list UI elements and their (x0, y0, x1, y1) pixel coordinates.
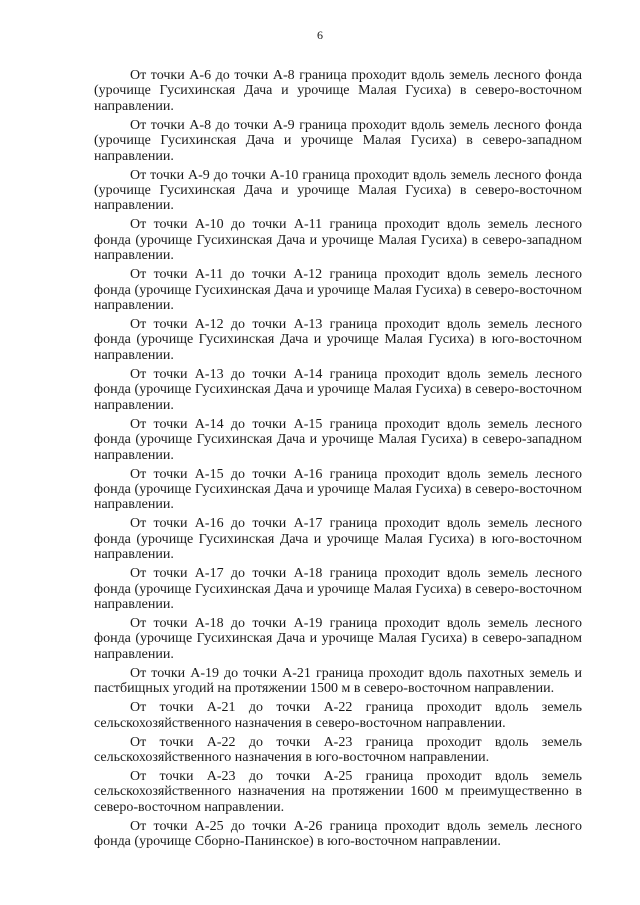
paragraph: От точки А-14 до точки А-15 граница проходит вдоль земель лесного фонда (урочище Гусихинская Дача и урочище Малая Гусиха) в северо-западном направлении. (94, 416, 582, 463)
paragraph: От точки А-9 до точки А-10 граница проходит вдоль земель лесного фонда (урочище Гусихинская Дача и урочище Малая Гусиха) в северо-восточном направлении. (94, 167, 582, 214)
paragraph: От точки А-6 до точки А-8 граница проходит вдоль земель лесного фонда (урочище Гусихинская Дача и урочище Малая Гусиха) в северо-восточном направлении. (94, 68, 582, 114)
paragraph: От точки А-10 до точки А-11 граница проходит вдоль земель лесного фонда (урочище Гусихинская Дача и урочище Малая Гусиха) в северо-западном направлении. (94, 217, 582, 264)
paragraph: От точки А-16 до точки А-17 граница проходит вдоль земель лесного фонда (урочище Гусихинская Дача и урочище Малая Гусиха) в юго-восточном направлении. (94, 516, 582, 563)
paragraph: От точки А-15 до точки А-16 граница проходит вдоль земель лесного фонда (урочище Гусихинская Дача и урочище Малая Гусиха) в северо-восточном направлении. (94, 466, 582, 513)
paragraph: От точки А-22 до точки А-23 граница проходит вдоль земель сельскохозяйственного назначения в юго-восточном направлении. (94, 734, 582, 765)
paragraph: От точки А-13 до точки А-14 граница проходит вдоль земель лесного фонда (урочище Гусихинская Дача и урочище Малая Гусиха) в северо-восточном направлении. (94, 366, 582, 413)
paragraph: От точки А-25 до точки А-26 граница проходит вдоль земель лесного фонда (урочище Сборно-Панинское) в юго-восточном направлении. (94, 818, 582, 850)
paragraph: От точки А-18 до точки А-19 граница проходит вдоль земель лесного фонда (урочище Гусихинская Дача и урочище Малая Гусиха) в северо-западном направлении. (94, 615, 582, 662)
paragraph: От точки А-19 до точки А-21 граница проходит вдоль пахотных земель и пастбищных угодий на протяжении 1500 м в северо-восточном направлении. (94, 665, 582, 697)
paragraph: От точки А-11 до точки А-12 граница проходит вдоль земель лесного фонда (урочище Гусихинская Дача и урочище Малая Гусиха) в северо-восточном направлении. (94, 267, 582, 314)
paragraph: От точки А-17 до точки А-18 граница проходит вдоль земель лесного фонда (урочище Гусихинская Дача и урочище Малая Гусиха) в северо-восточном направлении. (94, 566, 582, 612)
document-body (94, 68, 582, 853)
paragraph: От точки А-8 до точки А-9 граница проходит вдоль земель лесного фонда (урочище Гусихинская Дача и урочище Малая Гусиха) в северо-западном направлении. (94, 117, 582, 164)
paragraph: От точки А-23 до точки А-25 граница проходит вдоль земель сельскохозяйственного назначения на протяжении 1600 м преимущественно в северо-восточном направлении. (94, 768, 582, 815)
paragraph: От точки А-12 до точки А-13 граница проходит вдоль земель лесного фонда (урочище Гусихинская Дача и урочище Малая Гусиха) в юго-восточном направлении. (94, 317, 582, 363)
page-number: 6 (317, 28, 323, 42)
paragraph: От точки А-21 до точки А-22 граница проходит вдоль земель сельскохозяйственного назначения в северо-восточном направлении. (94, 700, 582, 731)
